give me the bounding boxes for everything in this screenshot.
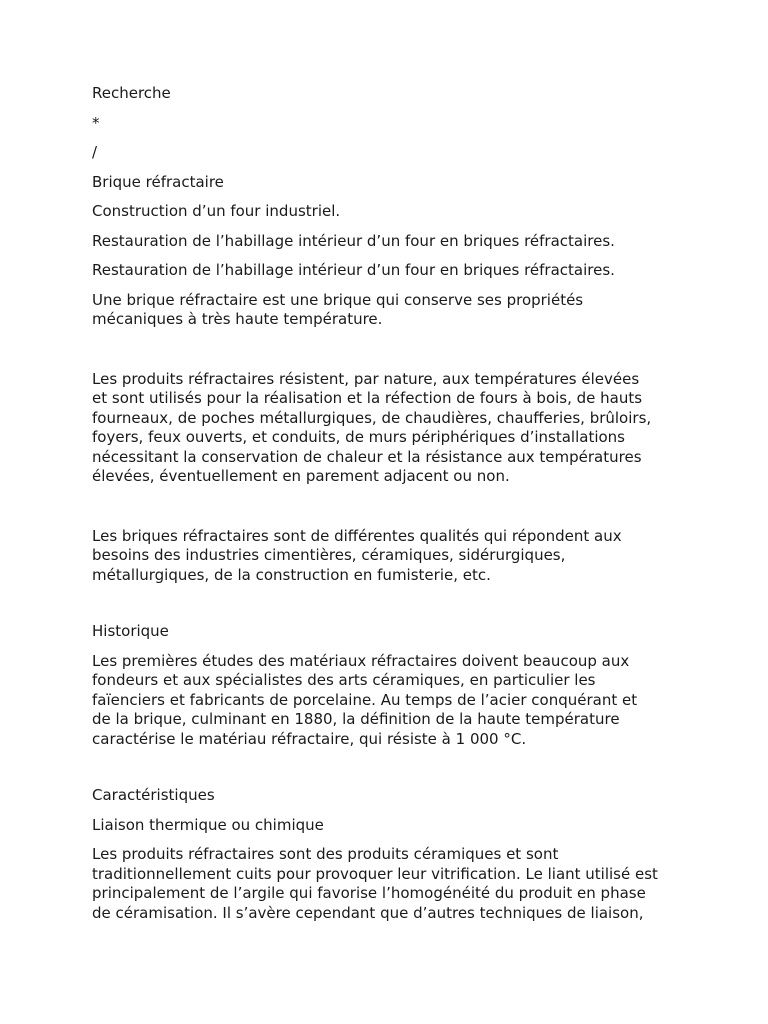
document-page xyxy=(92,84,692,923)
image-caption-1: Construction d’un four industriel. xyxy=(92,202,341,220)
subsection-heading-liaison: Liaison thermique ou chimique xyxy=(92,815,324,834)
doc-slash: / xyxy=(92,143,98,161)
doc-title: Brique réfractaire xyxy=(92,172,224,191)
intro-paragraph: Une brique réfractaire est une brique qui conserve ses propriétés mécaniques à très haute température. xyxy=(92,290,584,328)
doc-label-recherche: Recherche xyxy=(92,84,171,102)
body-paragraph-uses: Les produits réfractaires résistent, par nature, aux températures élevées et sont utilisés pour la réalisation et la réfection de fours à bois, de hauts fourneaux, de poches métallurgiques, de chaudières, chaufferies, brûloirs, foyers, feux ouverts, et conduits, de murs périphériques d’installations nécessitant la conservation de chaleur et la résistance aux températures élevées, éventuellement en parement adjacent ou non. xyxy=(92,369,652,485)
body-paragraph-qualities: Les briques réfractaires sont de différentes qualités qui répondent aux besoins des industries cimentières, céramiques, sidérurgiques, métallurgiques, de la construction en fumisterie, etc. xyxy=(92,526,622,584)
image-caption-3: Restauration de l’habillage intérieur d’un four en briques réfractaires. xyxy=(92,261,615,279)
section-heading-caracteristiques: Caractéristiques xyxy=(92,786,215,804)
section-heading-historique: Historique xyxy=(92,622,169,640)
body-paragraph-historique: Les premières études des matériaux réfractaires doivent beaucoup aux fondeurs et aux spécialistes des arts céramiques, en particulier les faïenciers et fabricants de porcelaine. Au temps de l’acier conquérant et de la brique, culminant en 1880, la définition de la haute température caractérise le matériau réfractaire, qui résiste à 1 000 °C. xyxy=(92,651,638,748)
body-paragraph-liaison: Les produits réfractaires sont des produits céramiques et sont traditionnellement cuits pour provoquer leur vitrification. Le liant utilisé est principalement de l’argile qui favorise l’homogénéité du produit en phase de céramisation. Il s’avère cependant que d’autres techniques de liaison, xyxy=(92,845,658,922)
image-caption-2: Restauration de l’habillage intérieur d’un four en briques réfractaires. xyxy=(92,231,615,250)
doc-asterisk: * xyxy=(92,113,100,132)
